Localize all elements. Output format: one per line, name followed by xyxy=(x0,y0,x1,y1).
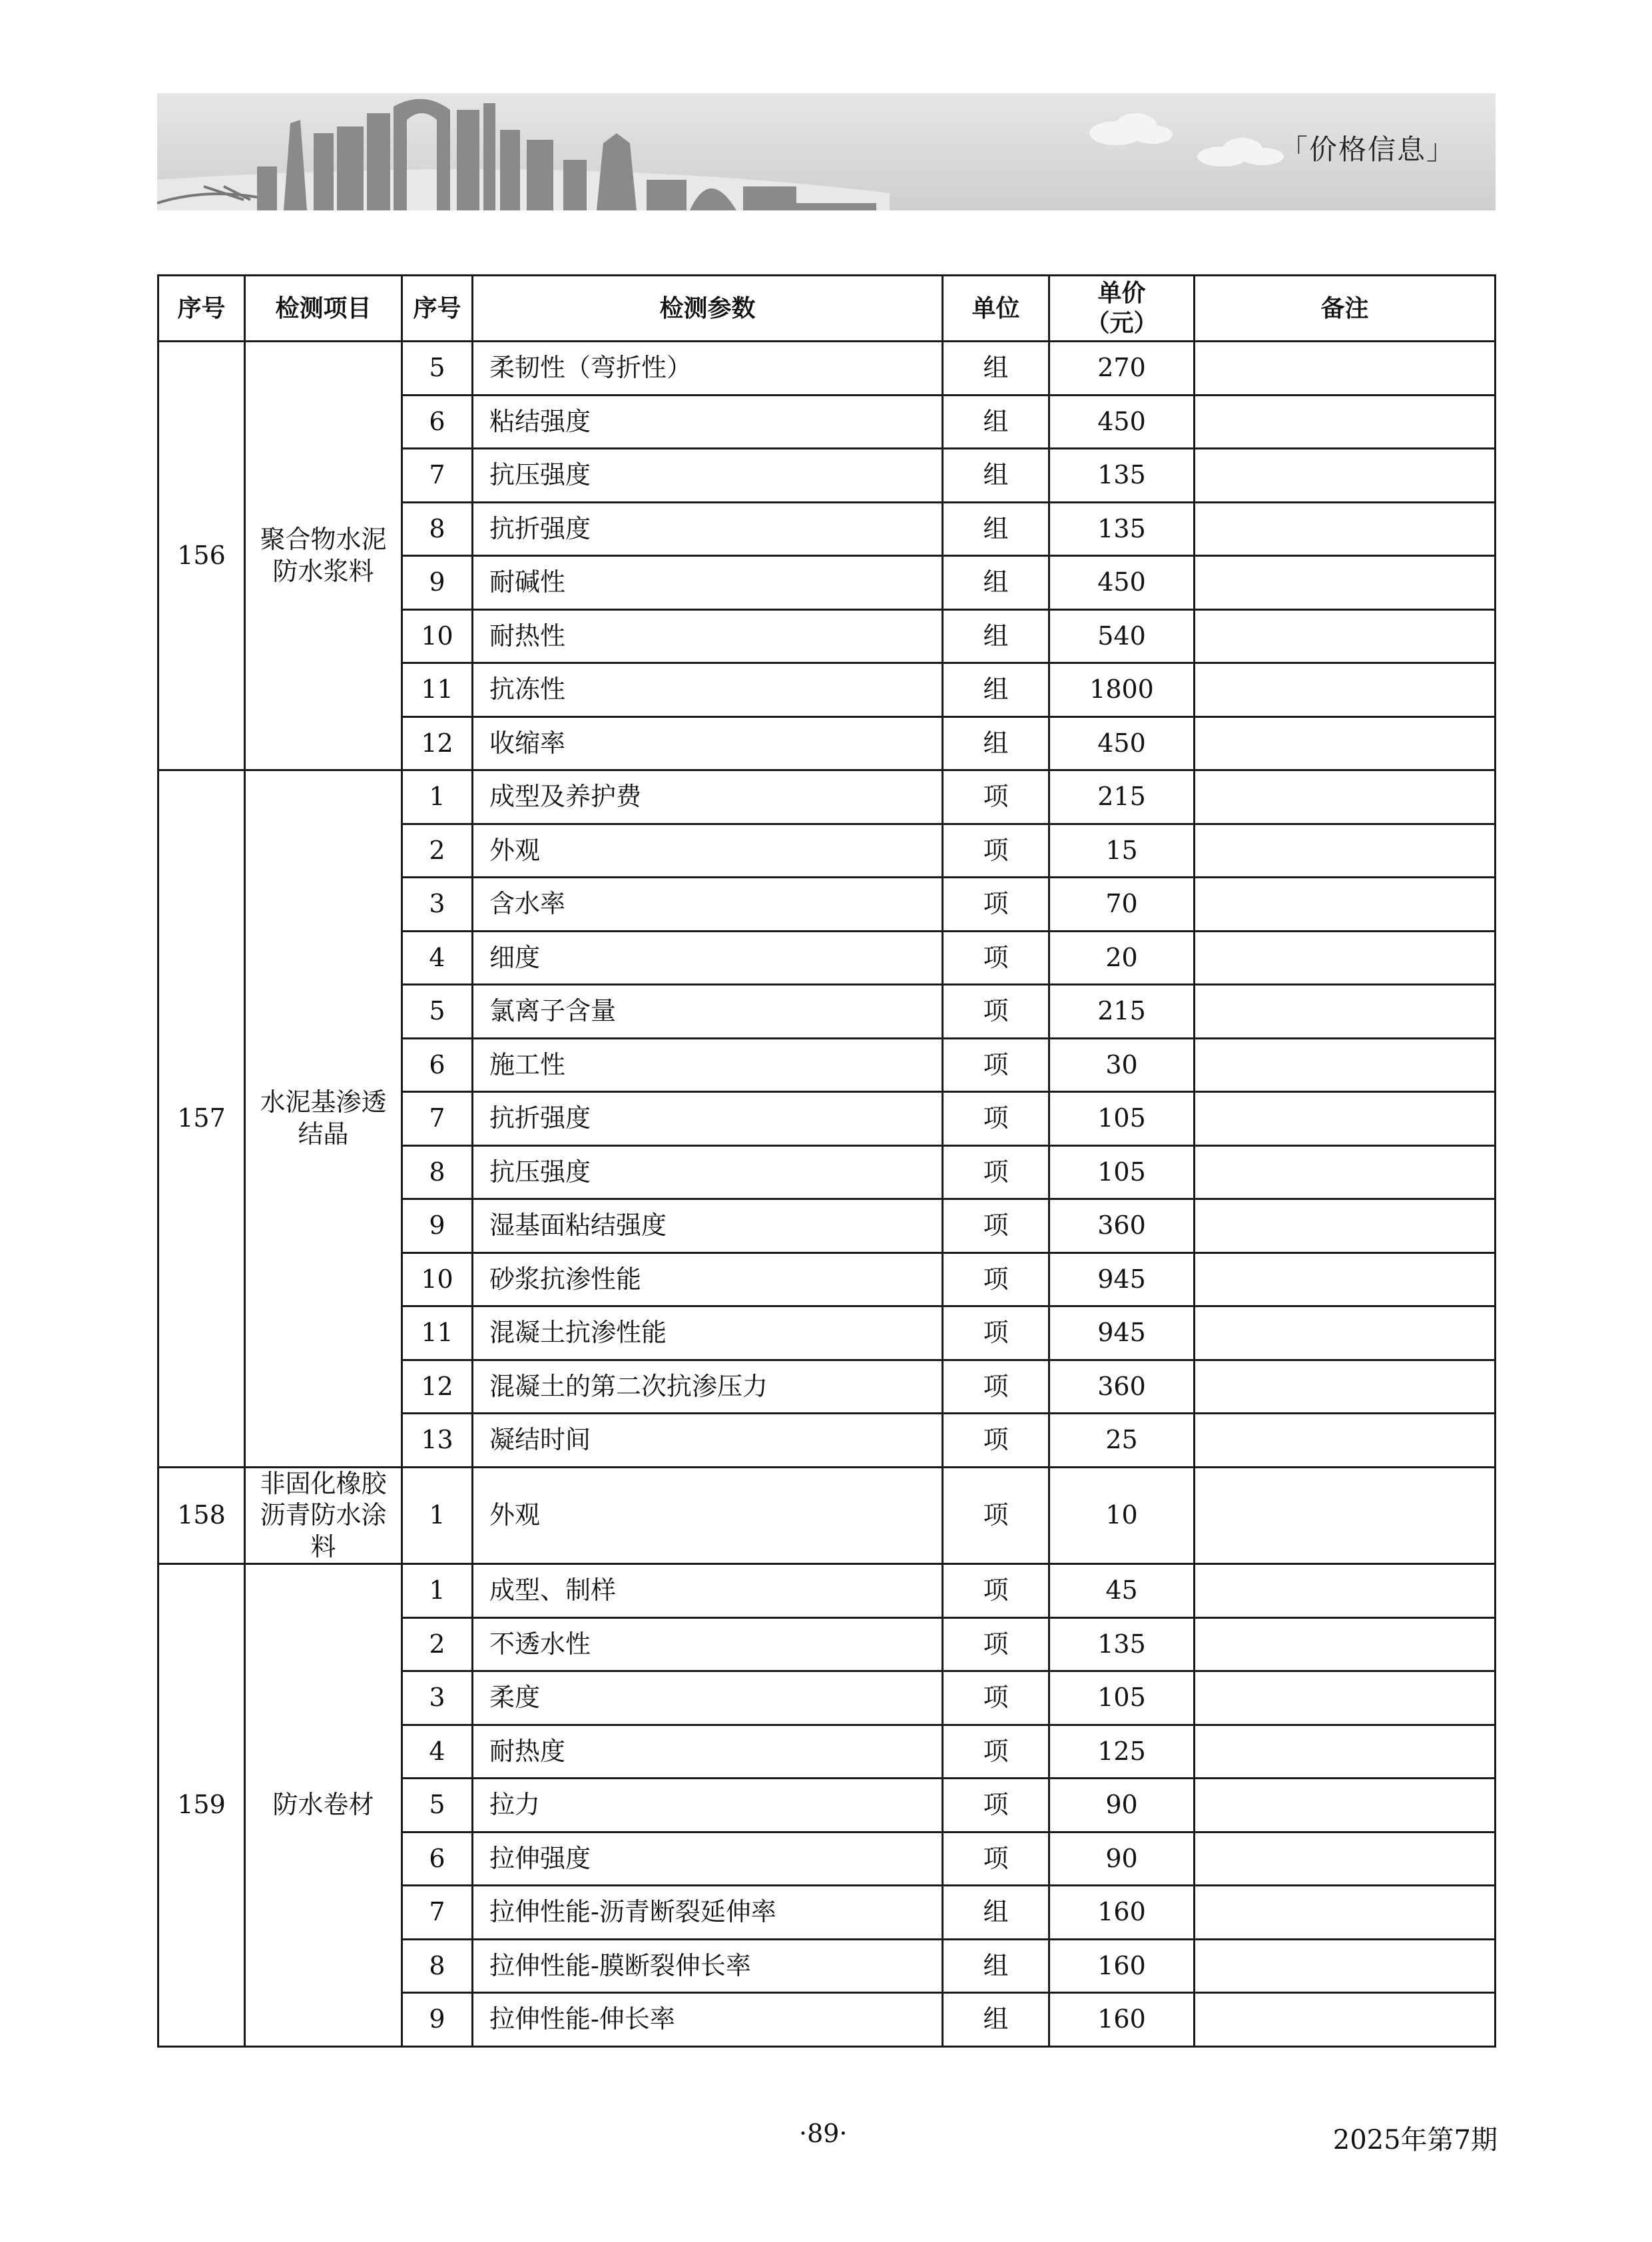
param-cell: 拉力 xyxy=(473,1779,943,1832)
param-cell: 湿基面粘结强度 xyxy=(473,1199,943,1253)
price-cell: 360 xyxy=(1049,1199,1195,1253)
param-cell: 成型及养护费 xyxy=(473,770,943,824)
sub-seq-cell: 3 xyxy=(402,1671,473,1725)
remark-cell xyxy=(1195,1360,1496,1414)
group-number: 159 xyxy=(158,1564,245,2047)
group-number: 156 xyxy=(158,342,245,770)
price-cell: 1800 xyxy=(1049,663,1195,717)
price-cell: 30 xyxy=(1049,1038,1195,1092)
sub-seq-cell: 4 xyxy=(402,1725,473,1779)
col-remark-header: 备注 xyxy=(1195,276,1496,342)
page-number: ·89· xyxy=(799,2119,848,2148)
unit-cell: 项 xyxy=(943,770,1049,824)
price-cell: 945 xyxy=(1049,1306,1195,1360)
sub-seq-cell: 1 xyxy=(402,770,473,824)
unit-cell: 组 xyxy=(943,556,1049,610)
price-cell: 105 xyxy=(1049,1145,1195,1199)
sub-seq-cell: 8 xyxy=(402,1145,473,1199)
remark-cell xyxy=(1195,1199,1496,1253)
param-cell: 粘结强度 xyxy=(473,395,943,449)
sub-seq-cell: 10 xyxy=(402,1253,473,1306)
unit-cell: 项 xyxy=(943,985,1049,1039)
unit-cell: 项 xyxy=(943,931,1049,985)
sub-seq-cell: 9 xyxy=(402,1199,473,1253)
header-banner xyxy=(157,93,1496,210)
price-cell: 270 xyxy=(1049,342,1195,396)
test-item-name: 水泥基渗透结晶 xyxy=(245,770,402,1468)
sub-seq-cell: 11 xyxy=(402,663,473,717)
sub-seq-cell: 10 xyxy=(402,609,473,663)
sub-seq-cell: 6 xyxy=(402,1832,473,1886)
sub-seq-cell: 2 xyxy=(402,1617,473,1671)
remark-cell xyxy=(1195,1939,1496,1993)
price-cell: 45 xyxy=(1049,1564,1195,1618)
sub-seq-cell: 6 xyxy=(402,395,473,449)
table-header-row xyxy=(158,276,1496,342)
sub-seq-cell: 11 xyxy=(402,1306,473,1360)
remark-cell xyxy=(1195,502,1496,556)
param-cell: 拉伸性能-伸长率 xyxy=(473,1993,943,2047)
price-cell: 540 xyxy=(1049,609,1195,663)
sub-seq-cell: 2 xyxy=(402,824,473,878)
remark-cell xyxy=(1195,878,1496,932)
remark-cell xyxy=(1195,609,1496,663)
remark-cell xyxy=(1195,1038,1496,1092)
remark-cell xyxy=(1195,395,1496,449)
price-cell: 945 xyxy=(1049,1253,1195,1306)
price-cell: 105 xyxy=(1049,1092,1195,1146)
unit-cell: 项 xyxy=(943,878,1049,932)
param-cell: 混凝土的第二次抗渗压力 xyxy=(473,1360,943,1414)
test-item-name: 非固化橡胶沥青防水涂料 xyxy=(245,1467,402,1564)
table-body xyxy=(158,342,1496,2047)
remark-cell xyxy=(1195,770,1496,824)
param-cell: 耐碱性 xyxy=(473,556,943,610)
param-cell: 混凝土抗渗性能 xyxy=(473,1306,943,1360)
sub-seq-cell: 7 xyxy=(402,1092,473,1146)
param-cell: 拉伸强度 xyxy=(473,1832,943,1886)
remark-cell xyxy=(1195,1993,1496,2047)
sub-seq-cell: 5 xyxy=(402,1779,473,1832)
test-item-name: 聚合物水泥防水浆料 xyxy=(245,342,402,770)
cloud-icon xyxy=(1089,113,1284,166)
remark-cell xyxy=(1195,342,1496,396)
param-cell: 凝结时间 xyxy=(473,1414,943,1468)
sub-seq-cell: 7 xyxy=(402,449,473,503)
remark-cell xyxy=(1195,1564,1496,1618)
unit-cell: 项 xyxy=(943,824,1049,878)
param-cell: 抗折强度 xyxy=(473,502,943,556)
unit-cell: 组 xyxy=(943,609,1049,663)
unit-cell: 项 xyxy=(943,1832,1049,1886)
remark-cell xyxy=(1195,1617,1496,1671)
sub-seq-cell: 7 xyxy=(402,1886,473,1940)
price-cell: 90 xyxy=(1049,1779,1195,1832)
remark-cell xyxy=(1195,824,1496,878)
price-cell: 15 xyxy=(1049,824,1195,878)
price-cell: 135 xyxy=(1049,502,1195,556)
sub-seq-cell: 9 xyxy=(402,556,473,610)
price-cell: 160 xyxy=(1049,1993,1195,2047)
unit-cell: 组 xyxy=(943,1993,1049,2047)
param-cell: 柔度 xyxy=(473,1671,943,1725)
price-cell: 160 xyxy=(1049,1939,1195,1993)
sub-seq-cell: 12 xyxy=(402,716,473,770)
param-cell: 拉伸性能-沥青断裂延伸率 xyxy=(473,1886,943,1940)
remark-cell xyxy=(1195,663,1496,717)
sub-seq-cell: 1 xyxy=(402,1564,473,1618)
param-cell: 外观 xyxy=(473,1467,943,1564)
param-cell: 氯离子含量 xyxy=(473,985,943,1039)
unit-cell: 项 xyxy=(943,1564,1049,1618)
param-cell: 外观 xyxy=(473,824,943,878)
param-cell: 抗折强度 xyxy=(473,1092,943,1146)
unit-cell: 项 xyxy=(943,1038,1049,1092)
table-row xyxy=(158,770,1496,824)
param-cell: 砂浆抗渗性能 xyxy=(473,1253,943,1306)
remark-cell xyxy=(1195,556,1496,610)
table-row xyxy=(158,1467,1496,1564)
remark-cell xyxy=(1195,931,1496,985)
sub-seq-cell: 8 xyxy=(402,1939,473,1993)
col-item-header: 检测项目 xyxy=(245,276,402,342)
price-table xyxy=(157,274,1496,2048)
sub-seq-cell: 8 xyxy=(402,502,473,556)
table-row xyxy=(158,342,1496,396)
unit-cell: 组 xyxy=(943,1886,1049,1940)
col-price-header: 单价（元） xyxy=(1049,276,1195,342)
unit-cell: 组 xyxy=(943,395,1049,449)
remark-cell xyxy=(1195,716,1496,770)
remark-cell xyxy=(1195,1725,1496,1779)
col-param-header: 检测参数 xyxy=(473,276,943,342)
unit-cell: 组 xyxy=(943,342,1049,396)
price-cell: 450 xyxy=(1049,716,1195,770)
sub-seq-cell: 4 xyxy=(402,931,473,985)
param-cell: 抗冻性 xyxy=(473,663,943,717)
sub-seq-cell: 9 xyxy=(402,1993,473,2047)
param-cell: 拉伸性能-膜断裂伸长率 xyxy=(473,1939,943,1993)
sub-seq-cell: 5 xyxy=(402,342,473,396)
price-cell: 125 xyxy=(1049,1725,1195,1779)
price-cell: 20 xyxy=(1049,931,1195,985)
group-number: 157 xyxy=(158,770,245,1468)
price-cell: 360 xyxy=(1049,1360,1195,1414)
issue-label: 2025年第7期 xyxy=(1332,2125,1498,2155)
remark-cell xyxy=(1195,985,1496,1039)
sub-seq-cell: 13 xyxy=(402,1414,473,1468)
sub-seq-cell: 5 xyxy=(402,985,473,1039)
param-cell: 抗压强度 xyxy=(473,1145,943,1199)
remark-cell xyxy=(1195,1671,1496,1725)
remark-cell xyxy=(1195,1145,1496,1199)
param-cell: 耐热度 xyxy=(473,1725,943,1779)
unit-cell: 项 xyxy=(943,1145,1049,1199)
param-cell: 含水率 xyxy=(473,878,943,932)
param-cell: 不透水性 xyxy=(473,1617,943,1671)
test-item-name: 防水卷材 xyxy=(245,1564,402,2047)
unit-cell: 项 xyxy=(943,1725,1049,1779)
unit-cell: 项 xyxy=(943,1467,1049,1564)
unit-cell: 项 xyxy=(943,1306,1049,1360)
remark-cell xyxy=(1195,1306,1496,1360)
price-cell: 215 xyxy=(1049,770,1195,824)
remark-cell xyxy=(1195,449,1496,503)
param-cell: 收缩率 xyxy=(473,716,943,770)
sub-seq-cell: 3 xyxy=(402,878,473,932)
col-unit-header: 单位 xyxy=(943,276,1049,342)
price-cell: 10 xyxy=(1049,1467,1195,1564)
unit-cell: 项 xyxy=(943,1414,1049,1468)
remark-cell xyxy=(1195,1253,1496,1306)
param-cell: 耐热性 xyxy=(473,609,943,663)
group-number: 158 xyxy=(158,1467,245,1564)
unit-cell: 项 xyxy=(943,1092,1049,1146)
col-sub-seq-header: 序号 xyxy=(402,276,473,342)
unit-cell: 项 xyxy=(943,1617,1049,1671)
remark-cell xyxy=(1195,1092,1496,1146)
unit-cell: 组 xyxy=(943,502,1049,556)
param-cell: 成型、制样 xyxy=(473,1564,943,1618)
price-cell: 70 xyxy=(1049,878,1195,932)
unit-cell: 组 xyxy=(943,663,1049,717)
sub-seq-cell: 1 xyxy=(402,1467,473,1564)
unit-cell: 项 xyxy=(943,1360,1049,1414)
sub-seq-cell: 12 xyxy=(402,1360,473,1414)
unit-cell: 组 xyxy=(943,449,1049,503)
unit-cell: 组 xyxy=(943,1939,1049,1993)
unit-cell: 项 xyxy=(943,1199,1049,1253)
price-cell: 135 xyxy=(1049,1617,1195,1671)
sub-seq-cell: 6 xyxy=(402,1038,473,1092)
remark-cell xyxy=(1195,1467,1496,1564)
price-cell: 450 xyxy=(1049,556,1195,610)
param-cell: 柔韧性（弯折性） xyxy=(473,342,943,396)
param-cell: 施工性 xyxy=(473,1038,943,1092)
price-cell: 90 xyxy=(1049,1832,1195,1886)
remark-cell xyxy=(1195,1886,1496,1940)
section-title: 「价格信息」 xyxy=(1279,133,1456,166)
remark-cell xyxy=(1195,1779,1496,1832)
unit-cell: 组 xyxy=(943,716,1049,770)
price-cell: 135 xyxy=(1049,449,1195,503)
unit-cell: 项 xyxy=(943,1253,1049,1306)
remark-cell xyxy=(1195,1414,1496,1468)
price-cell: 450 xyxy=(1049,395,1195,449)
table-row xyxy=(158,1564,1496,1618)
price-cell: 105 xyxy=(1049,1671,1195,1725)
price-cell: 160 xyxy=(1049,1886,1195,1940)
param-cell: 抗压强度 xyxy=(473,449,943,503)
col-seq-header: 序号 xyxy=(158,276,245,342)
unit-cell: 项 xyxy=(943,1779,1049,1832)
price-cell: 215 xyxy=(1049,985,1195,1039)
remark-cell xyxy=(1195,1832,1496,1886)
price-cell: 25 xyxy=(1049,1414,1195,1468)
unit-cell: 项 xyxy=(943,1671,1049,1725)
param-cell: 细度 xyxy=(473,931,943,985)
